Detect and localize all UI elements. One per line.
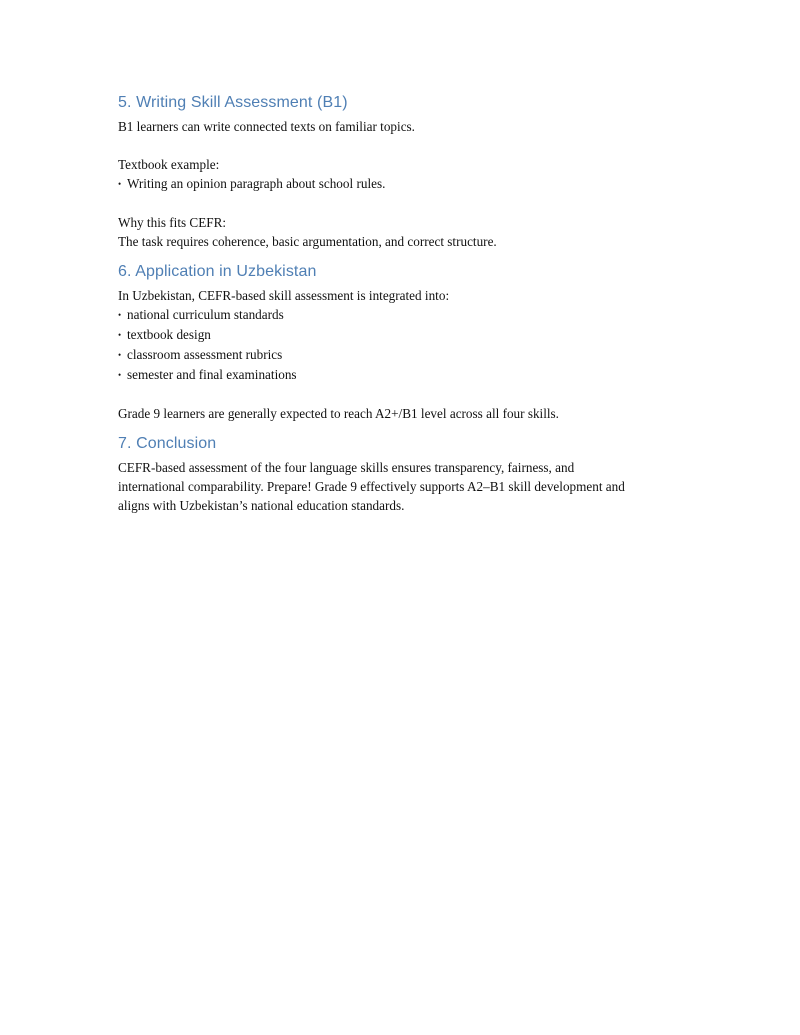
list-item: • Writing an opinion paragraph about school rules.: [118, 174, 688, 194]
list-item: • semester and final examinations: [118, 365, 688, 385]
list-item: • textbook design: [118, 325, 688, 345]
bullet-icon: •: [118, 310, 122, 320]
bullet-icon: •: [118, 370, 122, 380]
section-conclusion: [118, 433, 688, 515]
paragraph: B1 learners can write connected texts on familiar topics.: [118, 119, 415, 134]
document-page: [118, 92, 688, 515]
paragraph-line: international comparability. Prepare! Grade 9 effectively supports A2–B1 skill development and: [118, 479, 625, 494]
bullet-icon: •: [118, 350, 122, 360]
paragraph-line: aligns with Uzbekistan’s national education standards.: [118, 498, 405, 513]
section-application-uzbekistan: [118, 261, 688, 423]
example-label: Textbook example:: [118, 157, 220, 172]
paragraph-line: CEFR-based assessment of the four language skills ensures transparency, fairness, and: [118, 460, 575, 475]
list-item: • classroom assessment rubrics: [118, 345, 688, 365]
why-label: Why this fits CEFR:: [118, 215, 227, 230]
list-item: • national curriculum standards: [118, 305, 688, 325]
section-heading: 6. Application in Uzbekistan: [118, 263, 317, 280]
paragraph: Grade 9 learners are generally expected to reach A2+/B1 level across all four skills.: [118, 406, 559, 421]
section-heading: 7. Conclusion: [118, 435, 217, 452]
integration-list: [118, 305, 688, 385]
section-heading: 5. Writing Skill Assessment (B1): [118, 94, 348, 111]
bullet-icon: •: [118, 330, 122, 340]
example-list: [118, 174, 688, 194]
section-writing-assessment: [118, 92, 688, 251]
paragraph: In Uzbekistan, CEFR-based skill assessment is integrated into:: [118, 288, 450, 303]
paragraph: The task requires coherence, basic argumentation, and correct structure.: [118, 234, 497, 249]
bullet-icon: •: [118, 179, 122, 189]
